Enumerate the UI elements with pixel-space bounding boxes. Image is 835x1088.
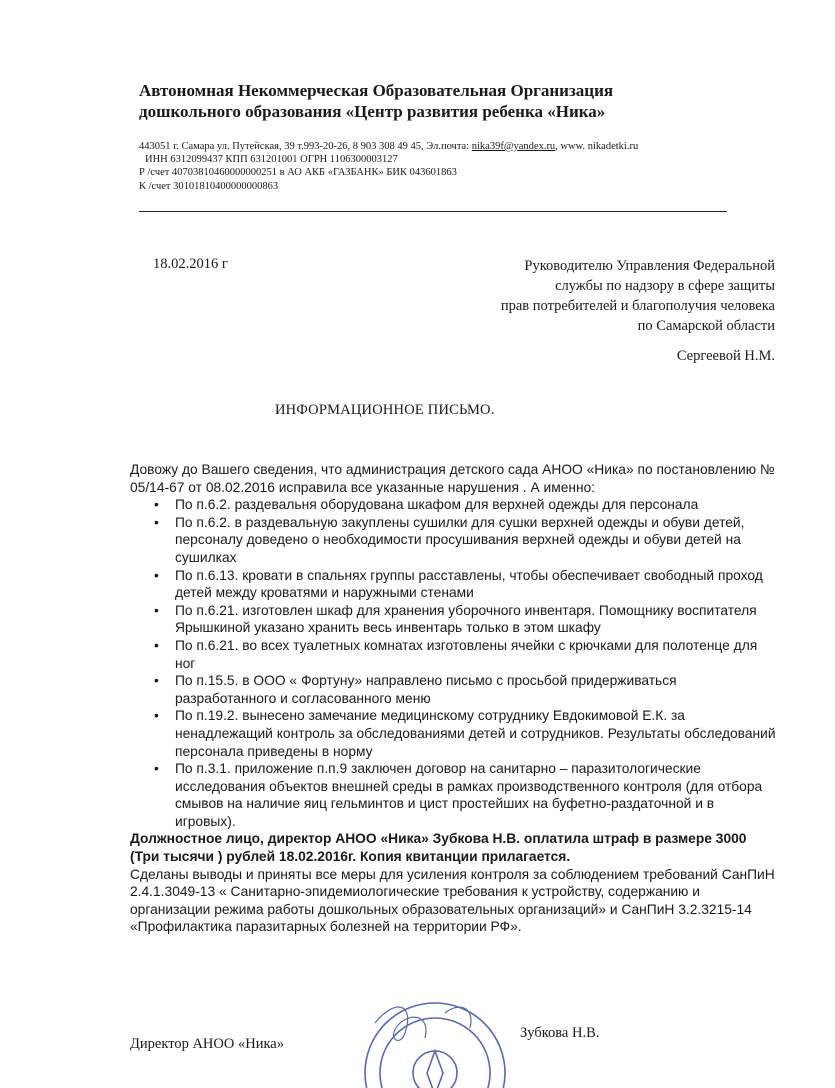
address-line: [139, 140, 799, 153]
addressee-line1: Руководителю Управления Федеральной: [524, 258, 775, 274]
header-divider: [139, 211, 727, 212]
addressee-name: Сергеевой Н.М.: [676, 348, 775, 364]
bullet-icon: •: [154, 602, 159, 618]
bullet-icon: •: [154, 567, 159, 583]
measures-list: [130, 496, 778, 830]
signature-position: Директор АНОО «Ника»: [130, 1036, 284, 1052]
organization-name-line2: дошкольного образования «Центр развития ребенка «Ника»: [139, 102, 606, 121]
organization-name-line1: Автономная Некоммерческая Образовательная Организация: [139, 81, 614, 100]
addressee-line4: по Самарской области: [637, 318, 775, 334]
list-item-text: По п.15.5. в ООО « Фортуну» направлено письмо с просьбой придерживаться разработанного и согласованного меню: [175, 673, 677, 706]
list-item: [130, 637, 778, 672]
addressee-line3: прав потребителей и благополучия человека: [500, 298, 775, 314]
list-item-text: По п.6.13. кровати в спальнях группы расставлены, чтобы обеспечивает свободный проход детей между кроватями и наружными стенами: [175, 567, 763, 601]
list-item-text: По п.6.21. во всех туалетных комнатах изготовлены ячейки с крючками для полотенце для ног: [175, 637, 758, 671]
bullet-icon: •: [154, 708, 159, 724]
fine-paragraph: Должностное лицо, директор АНОО «Ника» Зубкова Н.В. оплатила штраф в размере 3000 (Три тысячи ) рублей 18.02.2016г. Копия квитанции прилагается.: [130, 831, 747, 865]
address-text: 443051 г. Самара ул. Путейская, 39 т.993-20-26, 8 903 308 49 45, Эл.почта:: [139, 141, 472, 152]
signature-name: Зубкова Н.В.: [520, 1025, 600, 1041]
list-item: [130, 602, 778, 637]
list-item: [130, 707, 778, 760]
addressee-line2: службы по надзору в сфере защиты: [555, 278, 775, 294]
organization-requisites: [139, 140, 799, 193]
letter-body: [130, 461, 778, 936]
list-item-text: По п.19.2. вынесено замечание медицинскому сотруднику Евдокимовой Е.К. за ненадлежащий контроль за обследованиями детей и сотрудников. Результаты обследований персонала приведены в норму: [175, 708, 776, 759]
bullet-icon: •: [154, 514, 159, 530]
bullet-icon: •: [154, 497, 159, 513]
list-item: [130, 567, 778, 602]
seal-stamp-icon: [345, 993, 515, 1088]
document-title: ИНФОРМАЦИОННОЕ ПИСЬМО.: [275, 402, 495, 418]
addressee-block: [355, 256, 775, 336]
conclusion-paragraph: Сделаны выводы и приняты все меры для усиления контроля за соблюдением требований СанПиН 2.4.1.3049-13 « Санитарно-эпидемиологические требования к устройству, содержанию и организации режима работы дошкольных образовательных организаций» и СанПиН 3.2.3215-14 «Профилактика паразитарных болезней на территории РФ».: [130, 866, 775, 935]
list-item-text: По п.6.2. в раздевальную закуплены сушилки для сушки верхней одежды и обуви детей, персоналу доведено о необходимости просушивания верхней одежды и обуви детей на сушилках: [175, 514, 745, 565]
list-item: [130, 760, 778, 830]
letter-date: 18.02.2016 г: [153, 256, 228, 272]
list-item: [130, 514, 778, 567]
list-item-text: По п.6.2. раздевальня оборудована шкафом для верхней одежды для персонала: [175, 497, 699, 513]
website-text: , www. nikadetki.ru: [555, 141, 639, 152]
bullet-icon: •: [154, 637, 159, 653]
organization-name: [139, 80, 739, 122]
email-link[interactable]: nika39f@yandex.ru: [471, 141, 556, 152]
inn-line: ИНН 6312099437 КПП 631201001 ОГРН 1106300003127: [145, 154, 398, 166]
list-item: [130, 672, 778, 707]
corr-account-line: К /счет 30101810400000000863: [139, 180, 279, 192]
bullet-icon: •: [154, 673, 159, 689]
list-item: [130, 496, 778, 514]
intro-paragraph: Довожу до Вашего сведения, что администрация детского сада АНОО «Ника» по постановлению № 05/14-67 от 08.02.2016 исправила все указанные нарушения . А именно:: [130, 462, 775, 495]
account-line: Р /счет 40703810460000000251 в АО АКБ «ГАЗБАНК» БИК 043601863: [139, 167, 457, 179]
bullet-icon: •: [154, 761, 159, 777]
list-item-text: По п.3.1. приложение п.п.9 заключен договор на санитарно – паразитологические исследования объектов внешней среды в рамках производственного контроля (для отбора смывов на наличие яиц гельминтов и цист простейших на буфетно-раздаточной и в игровых).: [175, 761, 763, 829]
list-item-text: По п.6.21. изготовлен шкаф для хранения уборочного инвентаря. Помощнику воспитателя Ярышкиной указано хранить весь инвентарь только в этом шкафу: [175, 602, 757, 636]
